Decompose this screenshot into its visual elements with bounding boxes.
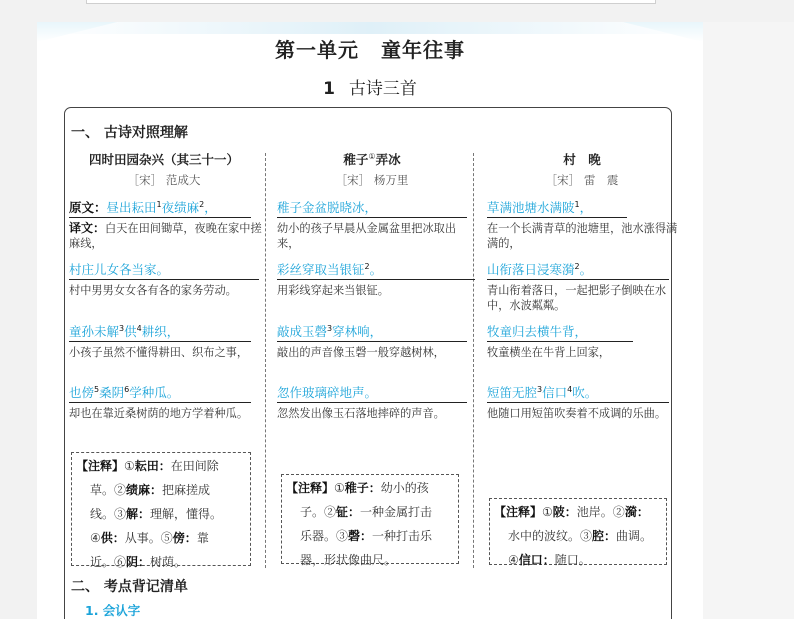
poem-stanza-3: [69, 322, 264, 360]
unit-label: 第一单元: [275, 38, 359, 62]
poem-line: 敲成玉磬$^3$穿林响，: [277, 322, 467, 342]
column-divider: [473, 153, 474, 568]
poem-line: 原文：昼出耘田$^1$夜绩麻$^2$，: [69, 198, 251, 218]
poem-stanza-2: [277, 260, 472, 298]
poem-stanza-2: [69, 260, 264, 298]
poem-author: ［宋］ 雷 震: [545, 173, 619, 187]
poem-translation: 幼小的孩子早晨从金属盆里把冰取出来，: [277, 222, 457, 250]
poem-column-3: [487, 150, 678, 420]
poem-title: 四时田园杂兴（其三十一）: [88, 152, 239, 167]
content-box: [64, 107, 678, 619]
poem-line: 短笛无腔$^3$信口$^4$吹。: [487, 383, 669, 403]
poem-column-2: [277, 150, 467, 420]
poem-translation: 青山衔着落日，一起把影子倒映在水中，水波粼粼。: [487, 284, 667, 312]
poem-column-1: [69, 150, 262, 420]
lesson-name: 古诗三首: [348, 79, 417, 99]
poem-stanza-1: [487, 198, 682, 251]
poem-translation: 村中男男女女各有各的家务劳动。: [69, 284, 237, 297]
poem-title: 稚子①弄冰: [343, 151, 401, 167]
poem-line: 山衔落日浸寒漪$^2$。: [487, 260, 669, 280]
poem-line: 稚子金盆脱晓冰，: [277, 198, 467, 218]
poem-translation: 却也在靠近桑树荫的地方学着种瓜。: [69, 407, 249, 420]
poem-title: 村 晚: [563, 152, 601, 167]
poem-stanza-4: [487, 383, 682, 421]
section-heading-comparison: 一、 古诗对照理解: [71, 125, 188, 141]
annotation-box-1: 【注释】①耘田：在田间除 草。②绩麻：把麻搓成 线。③解：理解，懂得。 ④供：从事。⑤傍：靠 近。⑥阴：树荫。: [71, 452, 251, 566]
poem-translation: 敲出的声音像玉磬一般穿越树林，: [277, 346, 445, 359]
poem-stanza-2: [487, 260, 682, 313]
page-header-decoration: [37, 22, 703, 34]
subheading-recognize-characters: 1. 会认字: [85, 603, 141, 618]
poem-translation: 在一个长满青草的池塘里，池水涨得满满的，: [487, 222, 678, 250]
unit-title: [37, 34, 703, 63]
poem-translation: 他随口用短笛吹奏着不成调的乐曲。: [487, 407, 667, 420]
poem-stanza-4: [69, 383, 264, 421]
section-heading-checklist: 二、 考点背记清单: [71, 579, 188, 595]
poem-translation: 牧童横坐在牛背上回家，: [487, 346, 611, 359]
annotation-box-2: 【注释】①稚子：幼小的孩 子。②钲：一种金属打击 乐器。③磬：一种打击乐 器，形状像曲尺。: [281, 474, 459, 564]
poem-line: 也傍$^5$桑阴$^6$学种瓜。: [69, 383, 251, 403]
poem-line: 草满池塘水满陂$^1$，: [487, 198, 627, 218]
poem-stanza-1: [69, 198, 264, 251]
poem-translation: 忽然发出像玉石落地摔碎的声音。: [277, 407, 445, 420]
poem-line: 彩丝穿取当银钲$^2$。: [277, 260, 475, 280]
poem-stanza-3: [277, 322, 472, 360]
poem-line: 童孙未解$^3$供$^4$耕织，: [69, 322, 251, 342]
poem-stanza-1: [277, 198, 472, 251]
poem-line: 村庄儿女各当家。: [69, 260, 259, 280]
poem-author: ［宋］ 杨万里: [335, 173, 409, 187]
lesson-number: 1: [323, 79, 335, 99]
poem-line: 忽作玻璃碎地声。: [277, 383, 467, 403]
viewer-background: [703, 22, 794, 619]
poem-translation: 用彩线穿起来当银钲。: [277, 284, 389, 297]
document-page: [37, 22, 703, 619]
poem-stanza-4: [277, 383, 472, 421]
poem-author: ［宋］ 范成大: [127, 173, 201, 187]
annotation-box-3: 【注释】①陂：池岸。②漪： 水中的波纹。③腔：曲调。 ④信口：随口。: [489, 498, 667, 565]
column-divider: [265, 153, 266, 568]
poem-translation: 译文：白天在田间锄草，夜晚在家中搓麻线，: [69, 221, 262, 250]
poem-stanza-3: [487, 322, 682, 360]
unit-theme: 童年往事: [381, 38, 465, 62]
previous-page-edge: [86, 0, 656, 4]
lesson-title: [37, 74, 703, 99]
poem-translation: 小孩子虽然不懂得耕田、织布之事，: [69, 346, 249, 359]
poem-line: 牧童归去横牛背，: [487, 322, 633, 342]
